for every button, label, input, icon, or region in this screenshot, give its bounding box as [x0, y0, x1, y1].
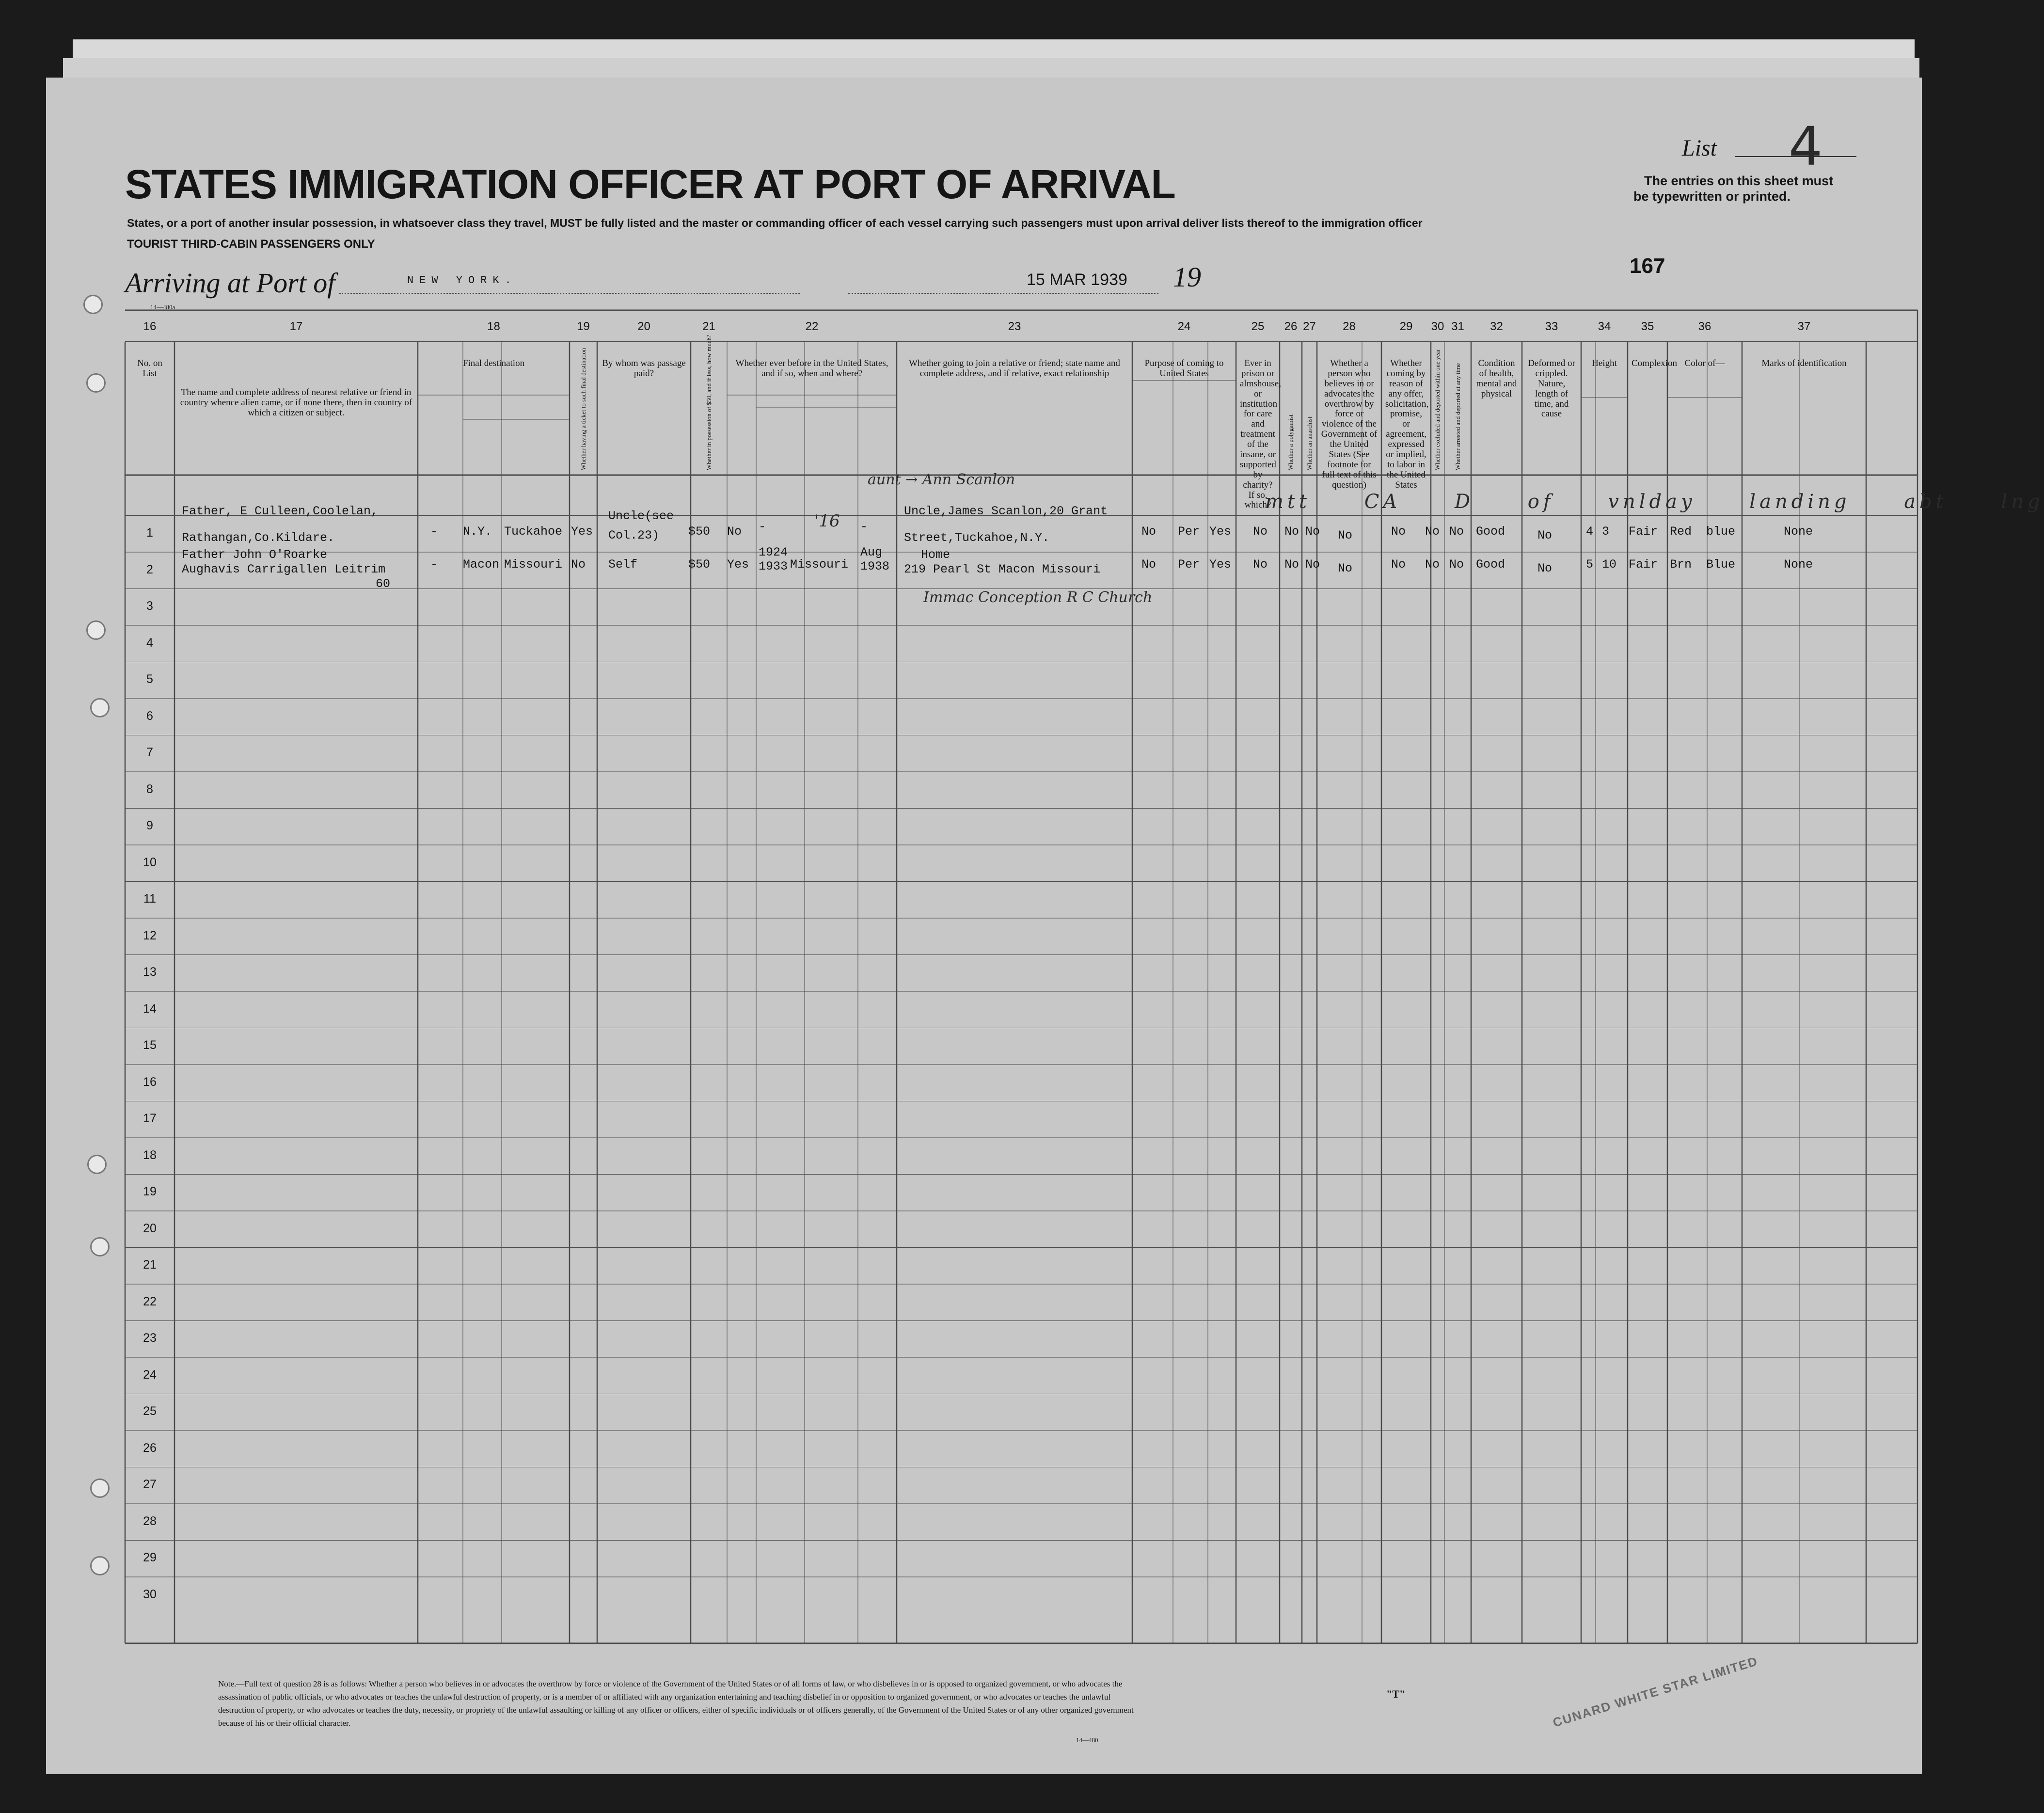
column-number: 36 — [1698, 320, 1711, 333]
row-number: 24 — [143, 1368, 157, 1382]
row-number: 6 — [146, 709, 153, 723]
destination-state: Macon — [463, 557, 500, 572]
row-number: 23 — [143, 1331, 157, 1345]
notice-line-1: The entries on this sheet must — [1644, 174, 1834, 188]
passage-paid-by: Self — [608, 557, 638, 572]
relative-address: Father John O'Roarke — [182, 548, 328, 562]
height-inches: 3 — [1602, 525, 1610, 539]
row-number: 1 — [146, 526, 153, 540]
money-in-possession: $50 — [688, 525, 711, 539]
column-number: 29 — [1399, 320, 1413, 333]
row-number: 29 — [143, 1551, 157, 1564]
eye-color: Blue — [1706, 557, 1736, 572]
row-number: 27 — [143, 1478, 157, 1491]
overthrow-question: No — [1338, 561, 1353, 575]
column-header: Purpose of coming to United States — [1144, 358, 1224, 379]
complexion: Fair — [1629, 525, 1658, 539]
health: Good — [1476, 525, 1505, 539]
footer-form-code: 14—480 — [1076, 1736, 1098, 1744]
margin-annotations: mtt CA D of vnlday landing abt lng — [1265, 491, 2044, 513]
column-header: Condition of health, mental and physical — [1476, 358, 1517, 399]
arrested: No — [1449, 525, 1464, 539]
column-header: Whether an anarchist — [1305, 416, 1313, 470]
column-header: Whether in possession of $50, and if less, how much? — [705, 334, 713, 470]
intends-citizen: Yes — [1209, 557, 1232, 572]
notice-line-2: be typewritten or printed. — [1633, 189, 1791, 204]
eye-color: blue — [1706, 525, 1736, 539]
column-header: Height — [1592, 358, 1617, 368]
row-number: 18 — [143, 1148, 157, 1162]
arrival-date: 15 MAR 1939 — [1027, 270, 1127, 289]
hair-color: Brn — [1670, 557, 1692, 572]
row-number: 7 — [146, 746, 153, 759]
row-number: 19 — [143, 1185, 157, 1198]
period-of-years: 1924 1933 — [759, 545, 788, 573]
column-number: 28 — [1343, 320, 1356, 333]
column-header: By whom was passage paid? — [602, 358, 686, 379]
row-number: 3 — [146, 599, 153, 613]
column-number: 16 — [143, 320, 157, 333]
arrested: No — [1449, 557, 1464, 572]
hair-color: Red — [1670, 525, 1692, 539]
row-number: 12 — [143, 928, 157, 942]
intends-return: No — [1141, 557, 1157, 572]
row-number: 30 — [143, 1587, 157, 1601]
column-number: 30 — [1431, 320, 1444, 333]
polygamist: No — [1284, 525, 1299, 539]
passage-paid-by: Col.23) — [608, 528, 660, 542]
joining-relative: Home — [921, 548, 951, 562]
column-header: Final destination — [462, 358, 525, 368]
where: Missouri — [790, 557, 849, 572]
foreign-via: - — [430, 525, 438, 539]
column-header: Whether arrested and deported at any time — [1454, 363, 1461, 470]
column-number: 20 — [637, 320, 650, 333]
row-number: 22 — [143, 1294, 157, 1308]
column-header: Whether a polygamist — [1287, 414, 1294, 470]
joining-relative: Uncle,James Scanlon,20 Grant — [904, 504, 1108, 518]
column-header: Whether a person who believes in or advocates the overthrow by force or violence of the Government of the United States (See footnote for full text of this question) — [1321, 358, 1378, 490]
page-title: STATES IMMIGRATION OFFICER AT PORT OF ARRIVAL — [125, 161, 1175, 207]
destination-city: Missouri — [504, 557, 563, 572]
column-number: 35 — [1641, 320, 1654, 333]
height-feet: 5 — [1586, 557, 1594, 572]
row-number: 13 — [143, 965, 157, 979]
money-in-possession: $50 — [688, 557, 711, 572]
subtitle: States, or a port of another insular possession, in whatsoever class they travel, MUST be fully listed and the master or commanding officer of each vessel carrying such passengers must upon arrival deliver lists thereof to the immigration officer — [127, 217, 1423, 229]
anarchist: No — [1305, 557, 1320, 572]
column-number: 22 — [805, 320, 819, 333]
complexion: Fair — [1629, 557, 1658, 572]
column-header: Complexion — [1632, 358, 1677, 368]
page-number: 167 — [1630, 254, 1665, 278]
intends-return: No — [1141, 525, 1157, 539]
column-header: Marks of identification — [1761, 358, 1847, 368]
joining-relative: Street,Tuckahoe,N.Y. — [904, 531, 1050, 545]
column-header: Whether coming by reason of any offer, solicitation, promise, or agreement, expressed or implied, to labor in the United States — [1385, 358, 1429, 490]
joining-handwritten: aunt → Ann Scanlon — [868, 471, 1015, 488]
row-number: 14 — [143, 1002, 157, 1016]
row-number: 17 — [143, 1112, 157, 1125]
column-number: 18 — [487, 320, 500, 333]
row-number: 2 — [146, 562, 153, 576]
passage-paid-by: Uncle(see — [608, 509, 674, 523]
joining-relative: 219 Pearl St Macon Missouri — [904, 562, 1101, 576]
row-number: 9 — [146, 819, 153, 832]
relative-address: Rathangan,Co.Kildare. — [182, 531, 335, 545]
row-number: 20 — [143, 1221, 157, 1235]
row-number: 25 — [143, 1404, 157, 1418]
polygamist: No — [1284, 557, 1299, 572]
labor-offer: No — [1391, 525, 1406, 539]
column-number: 31 — [1451, 320, 1464, 333]
ticket: Yes — [571, 525, 593, 539]
marks-of-identification: None — [1784, 557, 1813, 572]
prison-almshouse: No — [1253, 557, 1268, 572]
column-number: 27 — [1303, 320, 1316, 333]
list-label: List — [1682, 135, 1717, 161]
deformed: No — [1537, 561, 1553, 575]
list-number: 4 — [1789, 115, 1822, 177]
relative-address: 60 — [376, 577, 391, 591]
column-header: Whether ever before in the United States, and if so, when and where? — [735, 358, 888, 379]
length-of-stay: Per — [1178, 557, 1200, 572]
column-header: Ever in prison or almshouse, or institution for care and treatment of the insane, or supported by charity? If so, which? — [1240, 358, 1281, 510]
row-number: 28 — [143, 1514, 157, 1528]
column-number: 19 — [577, 320, 590, 333]
column-header: Deformed or crippled. Nature, length of time, and cause — [1528, 358, 1575, 419]
column-header: The name and complete address of nearest relative or friend in country whence alien came, or if none there, then in country of which a citizen or subject. — [180, 387, 412, 418]
excluded: No — [1425, 557, 1440, 572]
last-departure: - — [860, 520, 868, 534]
last-departure: Aug 1938 — [860, 545, 890, 573]
row-number: 4 — [146, 636, 153, 650]
column-header: Whether having a ticket to such final destination — [579, 348, 587, 470]
excluded: No — [1425, 525, 1440, 539]
footer-note: Note.—Full text of question 28 is as follows: Whether a person who believes in or advocates the overthrow by force or violence of the Government of the United States or of all forms of law, or who disbelieves in or is opposed to organized government, or who advocates the assassination of public officials, or who advocates or teaches the unlawful destruction of property, or is a member of or affiliated with any organization entertaining and teaching disbelief in or opposition to organized government, or who advocates or teaches the unlawful destruction of property, or who advocates or teaches the duty, necessity, or propriety of the unlawful assaulting or killing of any officer or officers, either of specific individuals or of officers generally, of the Government of the United States or of any other organized government because of his or their official character. — [218, 1679, 1134, 1728]
foreign-via: - — [430, 557, 438, 572]
column-number: 34 — [1598, 320, 1611, 333]
row-number: 8 — [146, 782, 153, 796]
column-header: Color of— — [1684, 358, 1725, 368]
prison-almshouse: No — [1253, 525, 1268, 539]
ticket: No — [571, 557, 586, 572]
year-prefix: 19 — [1173, 261, 1201, 293]
column-number: 25 — [1251, 320, 1265, 333]
been-in-us: No — [727, 525, 742, 539]
column-header: Whether excluded and deported within one year — [1434, 349, 1441, 470]
row-number: 11 — [143, 892, 156, 906]
column-number: 32 — [1490, 320, 1503, 333]
joining-handwritten: Immac Conception R C Church — [923, 589, 1153, 606]
row-number: 26 — [143, 1441, 157, 1455]
column-number: 21 — [702, 320, 715, 333]
row-number: 21 — [143, 1258, 157, 1272]
deformed: No — [1537, 528, 1553, 542]
row-number: 5 — [146, 672, 153, 686]
class-line: TOURIST THIRD-CABIN PASSENGERS ONLY — [127, 238, 375, 251]
health: Good — [1476, 557, 1505, 572]
height-inches: 10 — [1602, 557, 1617, 572]
relative-address: Aughavis Carrigallen Leitrim — [182, 562, 386, 576]
been-in-us: Yes — [727, 557, 749, 572]
column-number: 23 — [1008, 320, 1021, 333]
form-code-top: 14—480a — [150, 303, 175, 311]
destination-city: Tuckahoe — [504, 525, 563, 539]
column-header: Whether going to join a relative or friend; state name and complete address, and if relative, exact relationship — [909, 358, 1120, 379]
row-number: 16 — [143, 1075, 157, 1089]
overthrow-question: No — [1338, 528, 1353, 542]
column-number: 24 — [1177, 320, 1191, 333]
length-of-stay: Per — [1178, 525, 1200, 539]
port-name: NEW YORK. — [407, 274, 517, 286]
relative-address: Father, E Culleen,Coolelan, — [182, 504, 379, 518]
height-feet: 4 — [1586, 525, 1594, 539]
labor-offer: No — [1391, 557, 1406, 572]
intends-citizen: Yes — [1209, 525, 1232, 539]
column-header: No. on List — [137, 358, 162, 379]
footer-mark: "T" — [1386, 1688, 1406, 1700]
arriving-label: Arriving at Port of — [125, 267, 335, 299]
row-number: 15 — [143, 1038, 157, 1052]
marks-of-identification: None — [1784, 525, 1813, 539]
period-of-years: - — [759, 520, 766, 534]
where-handwritten: '16 — [814, 511, 840, 531]
anarchist: No — [1305, 525, 1320, 539]
cunard-stamp: CUNARD WHITE STAR LIMITED — [1551, 1654, 1760, 1730]
column-number: 37 — [1797, 320, 1811, 333]
column-number: 33 — [1545, 320, 1558, 333]
column-number: 26 — [1284, 320, 1298, 333]
destination-state: N.Y. — [463, 525, 492, 539]
column-number: 17 — [289, 320, 303, 333]
row-number: 10 — [143, 855, 157, 869]
